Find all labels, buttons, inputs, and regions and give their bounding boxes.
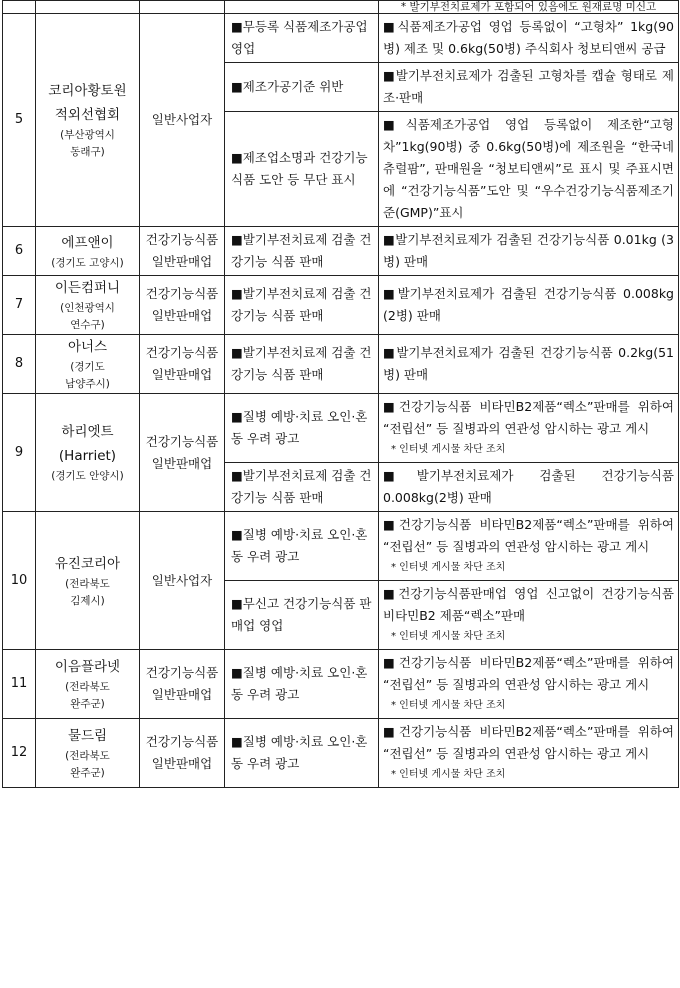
company-cell (36, 14, 140, 227)
table-row (3, 14, 679, 63)
company-name: 코리아황토원 적외선협회 (48, 83, 127, 123)
business-type: 일반사업자 (140, 14, 225, 227)
detail-note: * 인터넷 게시물 차단 조치 (391, 444, 506, 455)
detail-text: ■발기부전치료제가 검출된 건강기능식품 0.2kg(51병) 판매 (383, 345, 674, 382)
continued-detail: * 발기부전치료제가 포함되어 있음에도 원재료명 미신고 (379, 1, 679, 14)
violation-cell: ■발기부전치료제 검출 건강기능 식품 판매 (225, 335, 379, 394)
company-name: 아너스 (67, 339, 108, 355)
detail-cell (379, 394, 679, 463)
company-name: 에프앤이 (61, 234, 114, 251)
detail-cell (379, 14, 679, 63)
detail-note: * 인터넷 게시물 차단 조치 (391, 700, 506, 711)
violation-cell: ■무신고 건강기능식품 판매업 영업 (225, 581, 379, 650)
detail-cell (379, 335, 679, 394)
company-location: (전라북도 완주군) (65, 681, 110, 710)
violation-cell: ■발기부전치료제 검출 건강기능 식품 판매 (225, 276, 379, 335)
company-cell (36, 719, 140, 788)
row-number: 5 (3, 14, 36, 227)
detail-text: ■발기부전치료제가 검출된 건강기능식품 0.008kg(2병) 판매 (383, 468, 674, 505)
business-type: 건강기능식품 일반판매업 (140, 394, 225, 512)
company-cell (36, 276, 140, 335)
company-location: (경기도 남양주시) (65, 361, 110, 390)
violation-cell: ■무등록 식품제조가공업 영업 (225, 14, 379, 63)
company-location: (인천광역시 연수구) (60, 302, 115, 331)
detail-cell (379, 227, 679, 276)
violation-cell: ■질병 예방·치료 오인·혼동 우려 광고 (225, 719, 379, 788)
business-type: 건강기능식품 일반판매업 (140, 227, 225, 276)
company-name: 유진코리아 (54, 555, 121, 572)
business-type: 건강기능식품 일반판매업 (140, 650, 225, 719)
table-row (3, 512, 679, 581)
detail-cell (379, 63, 679, 112)
detail-text: ■건강기능식품 비타민B2제품“렉소”판매를 위하여 “전립선” 등 질병과의 연관성 암시하는 광고 게시 (383, 399, 674, 436)
row-number: 10 (3, 512, 36, 650)
table-row (3, 335, 679, 394)
detail-cell (379, 719, 679, 788)
company-cell (36, 512, 140, 650)
detail-text: ■발기부전치료제가 검출된 건강기능식품 0.008kg (2병) 판매 (383, 286, 674, 323)
company-location: (경기도 안양시) (51, 470, 124, 482)
detail-text: ■발기부전치료제가 검출된 건강기능식품 0.01kg (3병) 판매 (383, 232, 674, 269)
table-row (3, 719, 679, 788)
business-type: 일반사업자 (140, 512, 225, 650)
company-name: 하리엣트 (Harriet) (58, 424, 117, 464)
table-row-continued (3, 1, 679, 14)
company-location: (부산광역시 동래구) (60, 129, 115, 158)
business-type: 건강기능식품 일반판매업 (140, 335, 225, 394)
company-name: 이든컴퍼니 (54, 280, 121, 296)
detail-cell (379, 512, 679, 581)
detail-note: * 인터넷 게시물 차단 조치 (391, 562, 506, 573)
detail-text: ■발기부전치료제가 검출된 고형차를 캡슐 형태로 제조·판매 (383, 68, 674, 105)
detail-text: ■건강기능식품 비타민B2제품“렉소”판매를 위하여 “전립선” 등 질병과의 연관성 암시하는 광고 게시 (383, 724, 674, 761)
violation-cell: ■제조업소명과 건강기능식품 도안 등 무단 표시 (225, 112, 379, 227)
violation-cell: ■질병 예방·치료 오인·혼동 우려 광고 (225, 650, 379, 719)
violation-cell: ■제조가공기준 위반 (225, 63, 379, 112)
row-number: 7 (3, 276, 36, 335)
company-cell (36, 394, 140, 512)
detail-cell (379, 463, 679, 512)
company-location: (경기도 고양시) (51, 256, 124, 269)
violation-cell: ■질병 예방·치료 오인·혼동 우려 광고 (225, 512, 379, 581)
violation-cell: ■질병 예방·치료 오인·혼동 우려 광고 (225, 394, 379, 463)
row-number: 12 (3, 719, 36, 788)
business-type: 건강기능식품 일반판매업 (140, 719, 225, 788)
violation-cell: ■발기부전치료제 검출 건강기능 식품 판매 (225, 227, 379, 276)
detail-note: * 인터넷 게시물 차단 조치 (391, 631, 506, 642)
table-row (3, 227, 679, 276)
company-location: (전라북도 김제시) (65, 577, 110, 607)
detail-text: ■건강기능식품판매업 영업 신고없이 건강기능식품 비타민B2 제품“렉소”판매 (383, 586, 674, 623)
detail-cell (379, 276, 679, 335)
detail-text: ■건강기능식품 비타민B2제품“렉소”판매를 위하여 “전립선” 등 질병과의 연관성 암시하는 광고 게시 (383, 517, 674, 554)
detail-cell (379, 650, 679, 719)
company-location: (전라북도 완주군) (65, 750, 110, 779)
detail-cell (379, 581, 679, 650)
violations-table (2, 0, 679, 788)
row-number: 6 (3, 227, 36, 276)
detail-text: ■식품제조가공업 영업 등록없이 제조한“고형차”1kg(90병) 중 0.6kg(50병)에 제조원을 “한국네츄럴팜”, 판매원을 “청보티앤씨”로 표시 및 주표시면에 “건강기능식품”도안 및 “우수건강기능식품제조기준(GMP)”표시 (383, 117, 674, 220)
company-cell (36, 650, 140, 719)
business-type: 건강기능식품 일반판매업 (140, 276, 225, 335)
violation-cell: ■발기부전치료제 검출 건강기능 식품 판매 (225, 463, 379, 512)
company-name: 물드림 (67, 728, 108, 744)
detail-text: ■건강기능식품 비타민B2제품“렉소”판매를 위하여 “전립선” 등 질병과의 연관성 암시하는 광고 게시 (383, 655, 674, 692)
company-cell (36, 227, 140, 276)
row-number: 9 (3, 394, 36, 512)
table-row (3, 394, 679, 463)
row-number: 8 (3, 335, 36, 394)
table-row (3, 650, 679, 719)
row-number: 11 (3, 650, 36, 719)
detail-note: * 인터넷 게시물 차단 조치 (391, 769, 506, 780)
detail-text: ■식품제조가공업 영업 등록없이 “고형차” 1kg(90병) 제조 및 0.6kg(50병) 주식회사 청보티앤씨 공급 (383, 19, 674, 56)
company-name: 이음플라넷 (54, 659, 121, 675)
detail-cell (379, 112, 679, 227)
table-row (3, 276, 679, 335)
company-cell (36, 335, 140, 394)
